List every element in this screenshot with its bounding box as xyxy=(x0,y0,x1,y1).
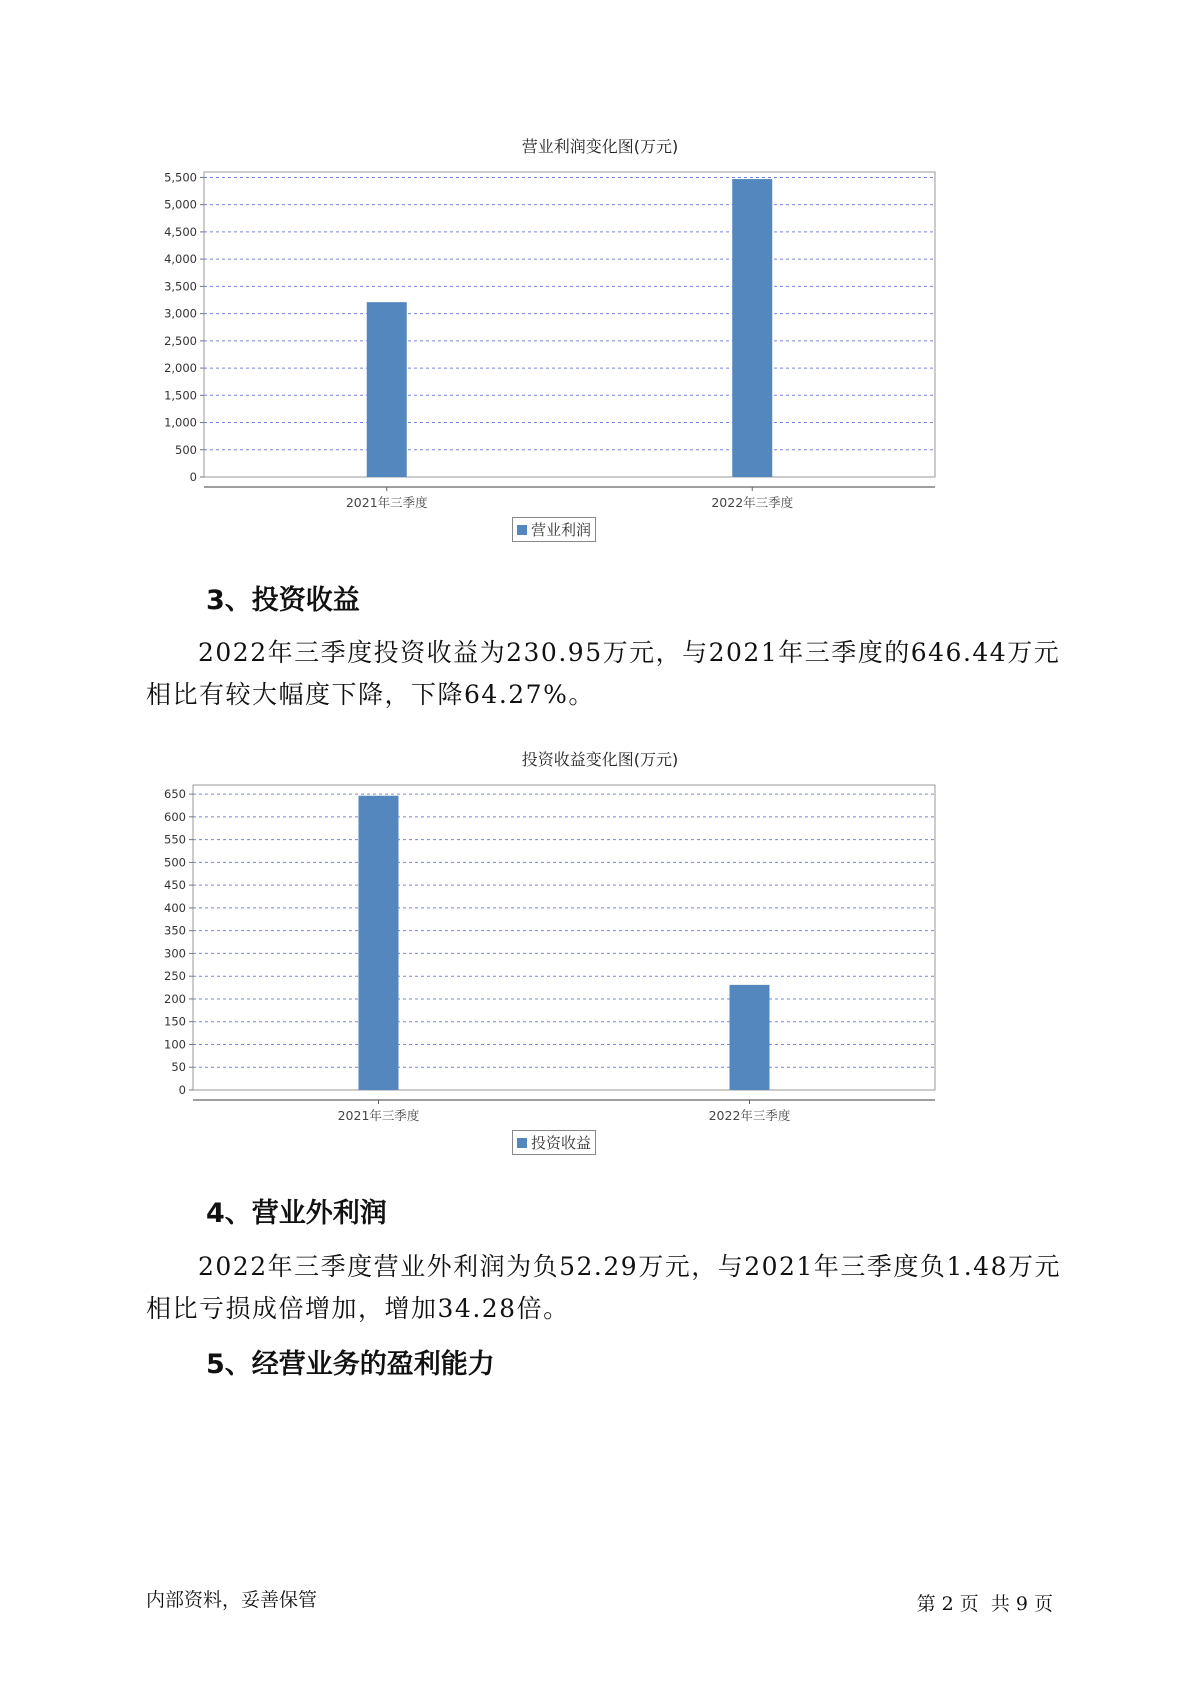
y-tick-label: 5,000 xyxy=(164,197,197,212)
y-tick-label: 2,000 xyxy=(164,361,197,376)
y-tick-label: 600 xyxy=(164,809,186,824)
y-tick-label: 3,500 xyxy=(164,279,197,294)
y-tick-label: 5,500 xyxy=(164,170,197,185)
y-tick-label: 150 xyxy=(164,1014,186,1029)
y-tick-label: 2,500 xyxy=(164,333,197,348)
x-tick-label: 2021年三季度 xyxy=(337,1108,420,1123)
y-tick-label: 550 xyxy=(164,832,186,847)
y-tick-label: 4,000 xyxy=(164,252,197,267)
y-tick-label: 1,500 xyxy=(164,388,197,403)
section-paragraph-3: 2022年三季度投资收益为230.95万元，与2021年三季度的646.44万元相比有较大幅度下降，下降64.27%。 xyxy=(146,638,1061,709)
chart-title: 营业利润变化图(万元) xyxy=(521,137,679,156)
y-tick-label: 4,500 xyxy=(164,224,197,239)
y-tick-label: 3,000 xyxy=(164,306,197,321)
section-paragraph-4: 2022年三季度营业外利润为负52.29万元，与2021年三季度负1.48万元相比亏损成倍增加，增加34.28倍。 xyxy=(146,1252,1061,1323)
x-tick-label: 2022年三季度 xyxy=(708,1108,791,1123)
bar xyxy=(359,796,399,1090)
y-tick-label: 650 xyxy=(164,787,186,802)
footer-confidential-note: 内部资料，妥善保管 xyxy=(146,1589,318,1611)
legend-swatch xyxy=(517,1138,527,1148)
y-tick-label: 50 xyxy=(171,1060,186,1075)
chart-legend xyxy=(512,517,596,542)
y-tick-label: 0 xyxy=(189,470,197,484)
legend-swatch xyxy=(517,525,527,535)
y-tick-label: 250 xyxy=(164,969,186,984)
legend-label: 营业利润 xyxy=(531,521,592,539)
chart-legend xyxy=(512,1130,596,1155)
chart-operating-profit xyxy=(160,130,1040,550)
chart-plot xyxy=(160,775,1040,1155)
y-tick-label: 200 xyxy=(164,991,186,1006)
chart-investment-income xyxy=(160,743,1040,1163)
y-tick-label: 350 xyxy=(164,923,186,938)
y-tick-label: 0 xyxy=(178,1083,186,1097)
bar xyxy=(732,179,772,477)
chart-title: 投资收益变化图(万元) xyxy=(521,750,679,769)
footer-page-number: 第 2 页 共 9 页 xyxy=(916,1593,1053,1615)
section-heading-5: 5、经营业务的盈利能力 xyxy=(206,1349,495,1380)
section-heading-4: 4、营业外利润 xyxy=(206,1198,387,1229)
y-tick-label: 500 xyxy=(175,442,197,457)
x-tick-label: 2021年三季度 xyxy=(345,495,428,510)
chart-plot xyxy=(160,162,1040,542)
plot-area xyxy=(204,172,935,477)
x-tick-label: 2022年三季度 xyxy=(711,495,794,510)
bar xyxy=(367,302,407,477)
bar xyxy=(730,985,770,1090)
y-tick-label: 1,000 xyxy=(164,415,197,430)
y-tick-label: 500 xyxy=(164,855,186,870)
y-tick-label: 300 xyxy=(164,946,186,961)
y-tick-label: 100 xyxy=(164,1037,186,1052)
legend-label: 投资收益 xyxy=(531,1134,592,1152)
y-tick-label: 400 xyxy=(164,900,186,915)
section-heading-3: 3、投资收益 xyxy=(206,585,360,616)
y-tick-label: 450 xyxy=(164,878,186,893)
